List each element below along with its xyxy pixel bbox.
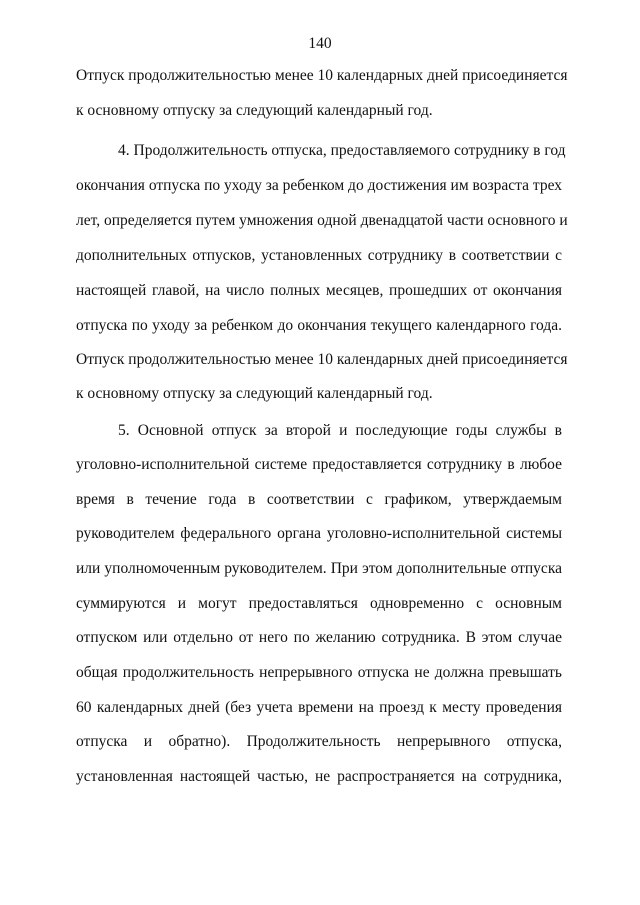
text-line: Отпуск продолжительностью менее 10 календарных дней присоединяется [76, 351, 568, 368]
text-line: отпуска и обратно). Продолжительность непрерывного отпуска, [76, 733, 562, 750]
text-line: 60 календарных дней (без учета времени на проезд к месту проведения [76, 699, 562, 716]
text-line: отпуска по уходу за ребенком до окончания текущего календарного года. [76, 317, 562, 334]
text-line: время в течение года в соответствии с графиком, утверждаемым [76, 491, 562, 508]
text-line: установленная настоящей частью, не распространяется на сотрудника, [76, 768, 562, 785]
text-line: уголовно-исполнительной системе предоставляется сотруднику в любое [76, 456, 562, 473]
text-line: отпуском или отдельно от него по желанию сотрудника. В этом случае [76, 629, 562, 646]
text-line: лет, определяется путем умножения одной двенадцатой части основного и [76, 212, 568, 229]
page-number: 140 [308, 35, 332, 52]
text-line: к основному отпуску за следующий календарный год. [76, 102, 433, 119]
text-line: суммируются и могут предоставляться одновременно с основным [76, 595, 562, 612]
text-line: Отпуск продолжительностью менее 10 календарных дней присоединяется [76, 67, 568, 84]
text-line: или уполномоченным руководителем. При этом дополнительные отпуска [76, 560, 562, 577]
text-line: дополнительных отпусков, установленных сотруднику в соответствии с [76, 247, 562, 264]
paragraph-start-line: 4. Продолжительность отпуска, предоставляемого сотруднику в год [118, 142, 566, 159]
text-line: общая продолжительность непрерывного отпуска не должна превышать [76, 664, 562, 681]
text-line: окончания отпуска по уходу за ребенком до достижения им возраста трех [76, 177, 562, 194]
text-line: руководителем федерального органа уголовно-исполнительной системы [76, 525, 562, 542]
text-line: настоящей главой, на число полных месяцев, прошедших от окончания [76, 282, 562, 299]
paragraph-start-line: 5. Основной отпуск за второй и последующие годы службы в [118, 422, 562, 439]
text-line: к основному отпуску за следующий календарный год. [76, 385, 433, 402]
